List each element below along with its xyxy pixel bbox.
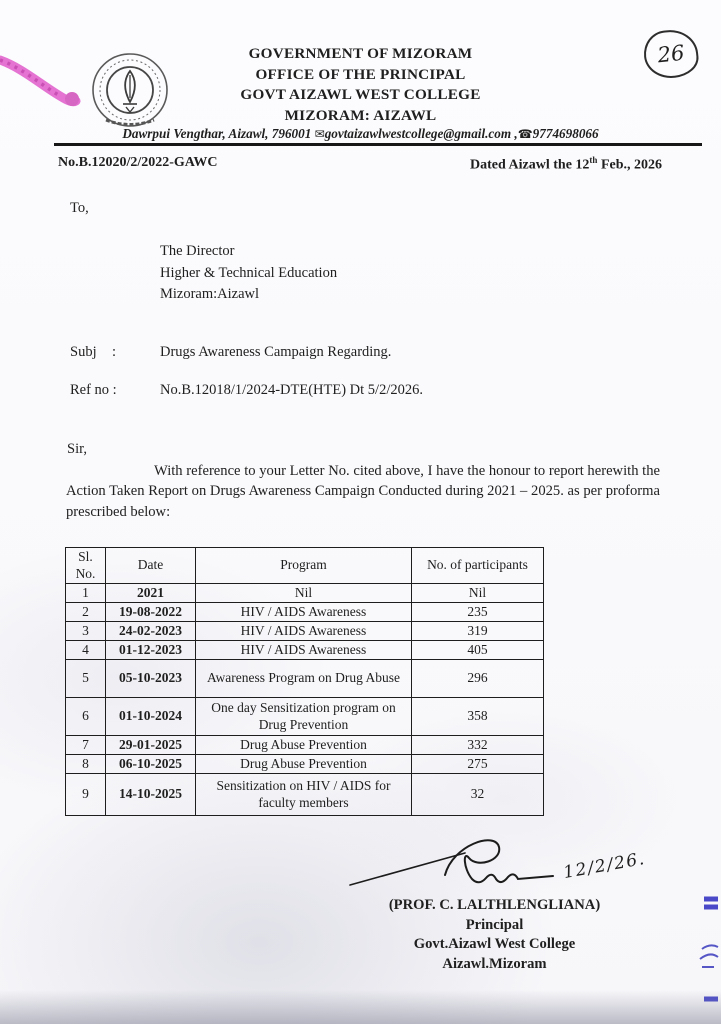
recipient-title: The Director xyxy=(160,243,235,259)
scan-bottom-shadow xyxy=(0,990,721,1024)
signatory-block xyxy=(352,896,637,974)
letterhead-line-government: GOVERNMENT OF MIZORAM xyxy=(248,45,473,62)
signatory-name: (PROF. C. LALTHLENGLIANA) xyxy=(388,897,601,913)
header-date: Date xyxy=(106,548,196,584)
letterhead-address-line xyxy=(0,126,721,142)
table-row: 2 19-08-2022 HIV / AIDS Awareness 235 xyxy=(66,603,544,622)
subject-text: Drugs Awareness Campaign Regarding. xyxy=(160,344,392,360)
signatory-institution: Govt.Aizawl West College xyxy=(413,936,576,952)
action-taken-report-table xyxy=(65,547,544,816)
table-row: 8 06-10-2025 Drug Abuse Prevention 275 xyxy=(66,755,544,774)
table-row: 3 24-02-2023 HIV / AIDS Awareness 319 xyxy=(66,622,544,641)
letterhead-line-office: OFFICE OF THE PRINCIPAL xyxy=(255,65,466,83)
page-number-text: 26 xyxy=(656,40,686,68)
handwritten-signature-date: 12/2/26. xyxy=(561,848,648,884)
separator-comma: , xyxy=(514,126,518,141)
signatory-place: Aizawl.Mizoram xyxy=(442,955,547,972)
letterhead-line-college: GOVT AIZAWL WEST COLLEGE xyxy=(240,86,481,103)
email-address: govtaizawlwestcollege@gmail.com xyxy=(324,126,512,141)
header-sl-no: Sl. No. xyxy=(66,548,106,584)
table-row: 9 14-10-2025 Sensitization on HIV / AIDS for faculty members 32 xyxy=(66,774,544,816)
table-row: 4 01-12-2023 HIV / AIDS Awareness 405 xyxy=(66,641,544,660)
letterhead xyxy=(0,44,721,126)
postal-address: Dawrpui Vengthar, Aizawl, 796001 xyxy=(122,126,312,141)
letterhead-divider-rule xyxy=(54,143,702,146)
letter-date: Dated Aizawl the 12th Feb., 2026 xyxy=(470,155,662,173)
to-label: To, xyxy=(70,200,89,216)
table-row: 6 01-10-2024 One day Sensitization program on Drug Prevention 358 xyxy=(66,698,544,736)
reference-and-date-row xyxy=(58,155,662,174)
reference-number-row xyxy=(70,382,423,399)
refno-label: Ref no : xyxy=(70,382,117,398)
file-number: No.B.12020/2/2022-GAWC xyxy=(58,155,218,170)
letterhead-line-state: MIZORAM: AIZAWL xyxy=(284,106,437,124)
subject-row xyxy=(70,344,391,361)
date-ordinal: th xyxy=(589,155,598,165)
subject-label: Subj xyxy=(70,344,97,360)
recipient-location: Mizoram:Aizawl xyxy=(160,286,260,302)
header-program: Program xyxy=(196,548,412,584)
phone-icon: ☎ xyxy=(517,127,533,141)
subject-colon: : xyxy=(112,344,117,360)
header-participants: No. of participants xyxy=(412,548,544,584)
body-paragraph: With reference to your Letter No. cited above, I have the honour to report herewith the Action Taken Report on Drugs Awareness Campaign Conducted during 2021 – 2025. as per proforma prescribed below: xyxy=(66,463,660,520)
table-row: 5 05-10-2023 Awareness Program on Drug Abuse 296 xyxy=(66,660,544,698)
table-row: 1 2021 Nil Nil xyxy=(66,584,544,603)
body-salutation: Sir, xyxy=(67,441,87,457)
table-row: 7 29-01-2025 Drug Abuse Prevention 332 xyxy=(66,736,544,755)
recipient-block xyxy=(160,241,337,306)
signatory-designation: Principal xyxy=(465,916,524,933)
phone-number: 9774698066 xyxy=(532,126,599,141)
table-header-row xyxy=(66,548,544,584)
refno-text: No.B.12018/1/2024-DTE(HTE) Dt 5/2/2026. xyxy=(160,382,423,398)
envelope-icon: ✉ xyxy=(314,127,325,141)
recipient-department: Higher & Technical Education xyxy=(160,264,338,281)
